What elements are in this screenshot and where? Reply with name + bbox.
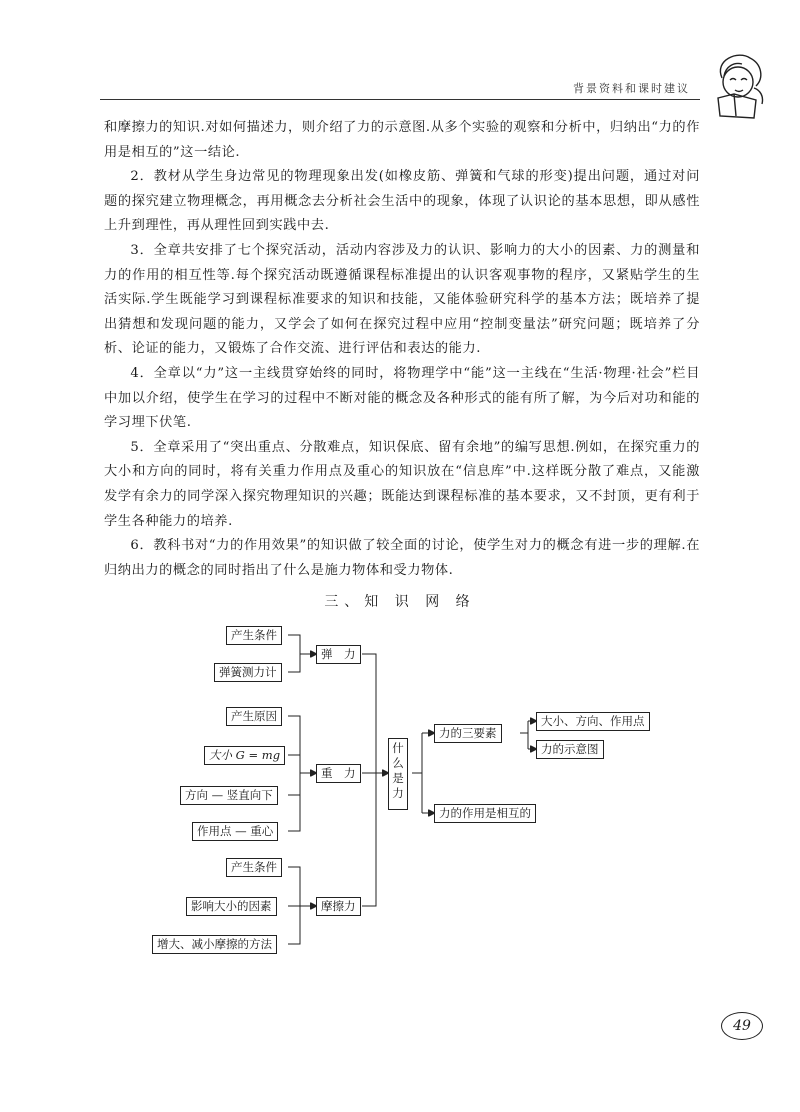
elastic-condition-box: 产生条件 [226, 626, 282, 645]
force-diagram-box: 力的示意图 [536, 740, 604, 759]
gravity-center-box: 作用点 — 重心 [192, 822, 278, 841]
body-text [104, 116, 700, 583]
friction-condition-box: 产生条件 [226, 858, 282, 877]
friction-box: 摩擦力 [316, 897, 361, 916]
running-header: 背景资料和课时建议 [573, 82, 690, 95]
what-is-force-box: 什么是力 [388, 738, 408, 810]
paragraph: 3．全章共安排了七个探究活动，活动内容涉及力的认识、影响力的大小的因素、力的测量和力的作用的相互性等.每个探究活动既遵循课程标准提出的认识客观事物的程序，又紧贴学生的生活实际.学生既能学习到课程标准要求的知识和技能，又能体验研究科学的基本方法；既培养了提出猜想和发现问题的能力，又学会了如何在探究过程中应用“控制变量法”研究问题；既培养了分析、论证的能力，又锻炼了合作交流、进行评估和表达的能力. [104, 242, 700, 357]
friction-factors-box: 影响大小的因素 [186, 897, 277, 916]
friction-methods-box: 增大、减小摩擦的方法 [152, 935, 277, 954]
paragraph: 2．教材从学生身边常见的物理现象出发(如橡皮筋、弹簧和气球的形变)提出问题，通过对问题的探究建立物理概念，再用概念去分析社会生活中的现象，体现了认识论的基本思想，即从感性上升到理性，再从理性回到实践中去. [104, 169, 700, 234]
header-rule [100, 99, 700, 100]
gravity-magnitude-box: 大小 G = mg [204, 746, 285, 765]
paragraph: 4．全章以“力”这一主线贯穿始终的同时，将物理学中“能”这一主线在“生活·物理·社会”栏目中加以介绍，使学生在学习的过程中不断对能的概念及各种形式的能有所了解，为今后对功和能的学习埋下伏笔. [104, 365, 700, 431]
gravity-direction-box: 方向 — 竖直向下 [180, 786, 278, 805]
elastic-force-box: 弹 力 [316, 645, 361, 664]
mutual-action-box: 力的作用是相互的 [434, 804, 536, 823]
spring-scale-box: 弹簧测力计 [214, 663, 282, 682]
gravity-cause-box: 产生原因 [226, 707, 282, 726]
paragraph: 5．全章采用了“突出重点、分散难点，知识保底、留有余地”的编写思想.例如，在探究重力的大小和方向的同时，将有关重力作用点及重心的知识放在“信息库”中.这样既分散了难点，又能激发学有余力的同学深入探究物理知识的兴趣；既能达到课程标准的基本要求，又不封顶，更有利于学生各种能力的培养. [104, 439, 700, 529]
page-number: 49 [721, 1012, 763, 1040]
paragraph: 和摩擦力的知识.对如何描述力，则介绍了力的示意图.从多个实验的观察和分析中，归纳出“力的作用是相互的”这一结论. [104, 120, 700, 160]
reading-child-icon [704, 48, 772, 122]
section-title: 三、知 识 网 络 [324, 594, 476, 610]
paragraph: 6．教科书对“力的作用效果”的知识做了较全面的讨论，使学生对力的概念有进一步的理解.在归纳出力的概念的同时指出了什么是施力物体和受力物体. [104, 538, 700, 578]
gravity-box: 重 力 [316, 764, 361, 783]
knowledge-network-diagram [140, 615, 660, 960]
three-elements-box: 力的三要素 [434, 724, 502, 743]
magnitude-direction-point-box: 大小、方向、作用点 [536, 712, 650, 731]
